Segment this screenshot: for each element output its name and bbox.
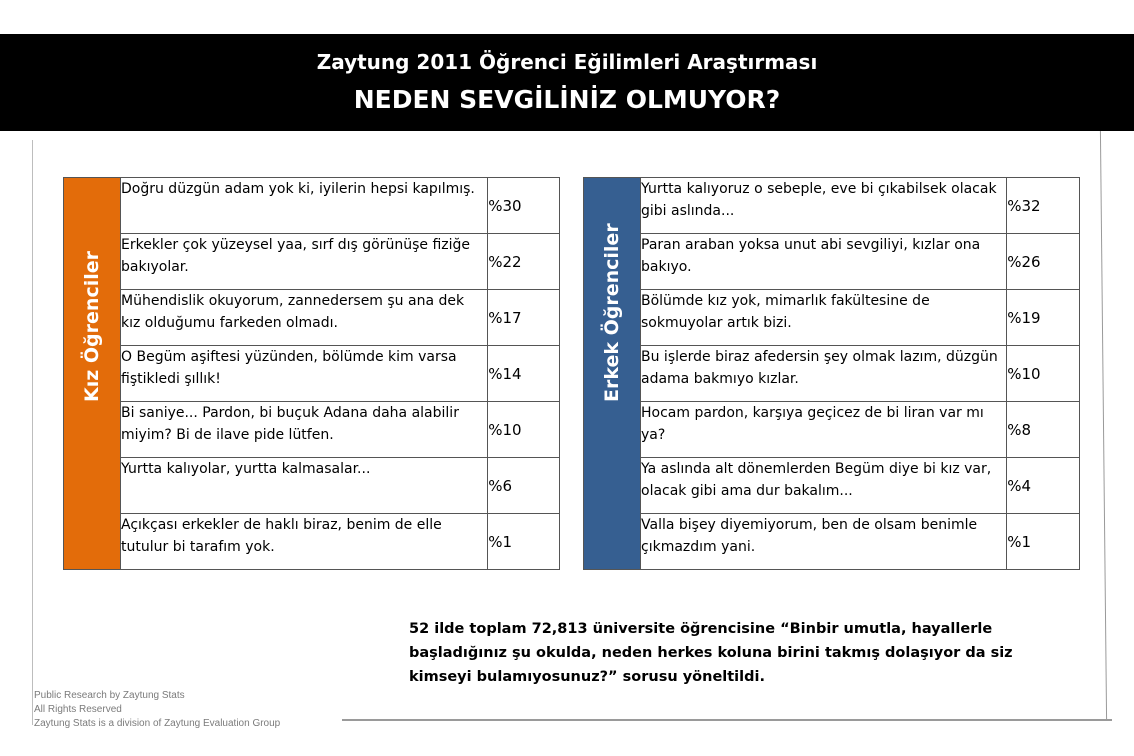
answer-text: Erkekler çok yüzeysel yaa, sırf dış görünüşe fiziğe bakıyolar. [121,234,488,290]
response-row [64,346,560,402]
answer-text: Yurtta kalıyolar, yurtta kalmasalar... [121,458,488,514]
answer-text: Ya aslında alt dönemlerden Begüm diye bi kız var, olacak gibi ama dur bakalım... [641,458,1007,514]
footer-credits [34,689,280,731]
answer-percent: %1 [1007,514,1080,570]
survey-question: NEDEN SEVGİLİNİZ OLMUYOR? [353,85,781,114]
female-responses-table [63,177,560,570]
answer-percent: %32 [1007,178,1080,234]
answer-text: Hocam pardon, karşıya geçicez de bi liran var mı ya? [641,402,1007,458]
response-row [584,234,1080,290]
answer-percent: %19 [1007,290,1080,346]
answer-percent: %26 [1007,234,1080,290]
group-label-cell [584,178,641,570]
answer-text: O Begüm aşiftesi yüzünden, bölümde kim varsa fiştikledi şıllık! [121,346,488,402]
answer-text: Mühendislik okuyorum, zannedersem şu ana dek kız olduğumu farkeden olmadı. [121,290,488,346]
group-label: Kız Öğrenciler [81,250,103,402]
footer-line: Zaytung Stats is a division of Zaytung Evaluation Group [34,718,281,729]
survey-title: Zaytung 2011 Öğrenci Eğilimleri Araştırması [316,50,818,74]
answer-percent: %30 [488,178,560,234]
answer-percent: %1 [488,514,560,570]
answer-text: Valla bişey diyemiyorum, ben de olsam benimle çıkmazdım yani. [641,514,1007,570]
title-banner [0,34,1134,131]
answer-percent: %10 [1007,346,1080,402]
male-responses-table [583,177,1080,570]
response-row [64,178,560,234]
answer-text: Doğru düzgün adam yok ki, iyilerin hepsi kapılmış. [121,178,488,234]
answer-text: Bi saniye... Pardon, bi buçuk Adana daha alabilir miyim? Bi de ilave pide lütfen. [121,402,488,458]
answer-percent: %10 [488,402,560,458]
answer-text: Açıkçası erkekler de haklı biraz, benim de elle tutulur bi tarafım yok. [121,514,488,570]
answer-text: Paran araban yoksa unut abi sevgiliyi, kızlar ona bakıyo. [641,234,1007,290]
answer-percent: %14 [488,346,560,402]
response-row [584,458,1080,514]
answer-percent: %22 [488,234,560,290]
footer-line: All Rights Reserved [34,704,122,715]
frame-bottom-line [342,719,1112,721]
response-row [584,514,1080,570]
answer-percent: %17 [488,290,560,346]
response-row [64,234,560,290]
answer-text: Bölümde kız yok, mimarlık fakültesine de sokmuyolar artık bizi. [641,290,1007,346]
response-row [64,514,560,570]
footer-line: Public Research by Zaytung Stats [34,690,185,701]
response-row [584,290,1080,346]
frame-left-line [32,140,33,725]
response-row [584,402,1080,458]
answer-percent: %6 [488,458,560,514]
response-row [584,346,1080,402]
response-row [64,458,560,514]
answer-text: Bu işlerde biraz afedersin şey olmak lazım, düzgün adama bakmıyo kızlar. [641,346,1007,402]
frame-right-line [1100,131,1107,719]
answer-percent: %4 [1007,458,1080,514]
group-label: Erkek Öğrenciler [601,222,623,402]
answer-percent: %8 [1007,402,1080,458]
response-row [64,402,560,458]
survey-method-note: 52 ilde toplam 72,813 üniversite öğrencisine “Binbir umutla, hayallerle başladığınız şu okulda, neden herkes koluna birini takmış dolaşıyor da siz kimseyi bulamıyosunuz?” sorusu yöneltildi. [409,621,1013,685]
answer-text: Yurtta kalıyoruz o sebeple, eve bi çıkabilsek olacak gibi aslında... [641,178,1007,234]
response-row [584,178,1080,234]
group-label-cell [64,178,121,570]
response-row [64,290,560,346]
